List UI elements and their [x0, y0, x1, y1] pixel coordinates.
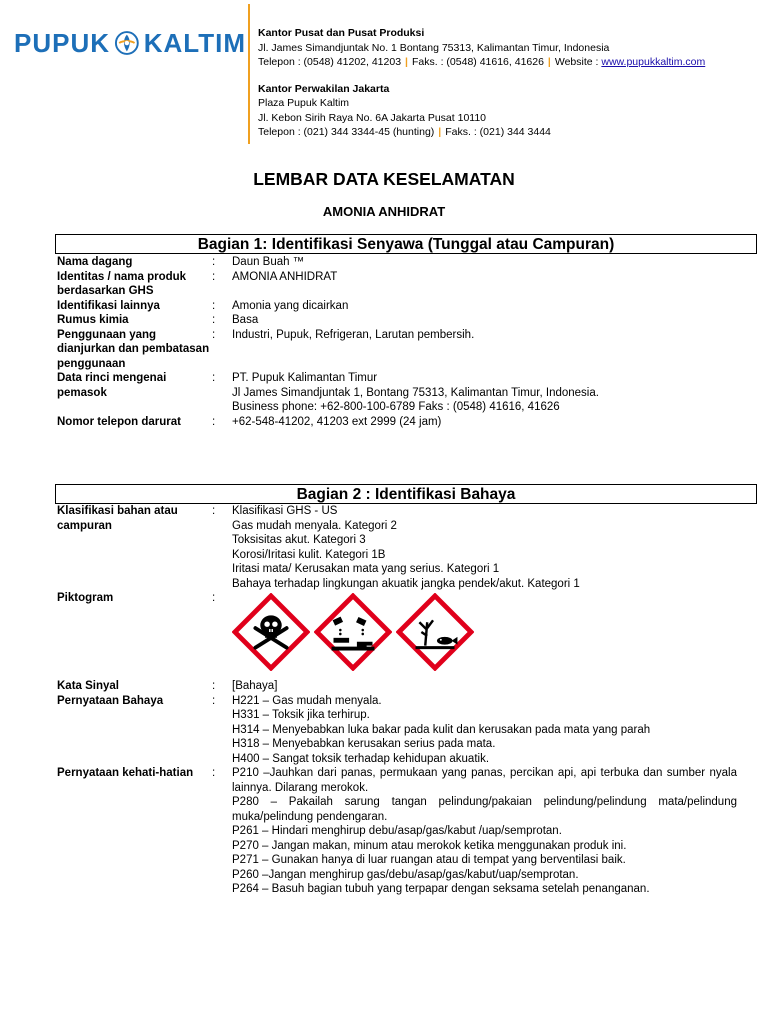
signal-label: Kata Sinyal: [57, 680, 119, 692]
classification-item: Iritasi mata/ Kerusakan mata yang serius. Kategori 1: [232, 563, 500, 575]
separator: |: [438, 126, 442, 138]
pictogram-area: [232, 591, 737, 671]
row-value-line: PT. Pupuk Kalimantan Timur: [232, 372, 378, 384]
row-label: Nama dagang: [57, 256, 133, 268]
website-label: Website :: [554, 56, 599, 68]
row-value-line: +62-548-41202, 41203 ext 2999 (24 jam): [232, 415, 442, 428]
row-label: Identitas / nama produk berdasarkan GHS: [57, 270, 187, 297]
corrosion-icon: [314, 593, 392, 671]
row-value-line: Basa: [232, 314, 259, 326]
colon: :: [212, 680, 216, 692]
separator: |: [405, 56, 408, 68]
colon: :: [212, 767, 216, 779]
section1-row: [57, 313, 737, 328]
jakarta-office-phone: Telepon : (021) 344 3344-45 (hunting): [258, 126, 435, 138]
section1-row: [57, 328, 737, 372]
separator: |: [547, 56, 551, 68]
signal-value: [Bahaya]: [232, 680, 278, 692]
hazard-statement: H400 – Sangat toksik terhadap kehidupan akuatik.: [232, 752, 490, 765]
colon: :: [212, 270, 216, 283]
row-value: [232, 371, 737, 415]
precaution-statement: P260 –Jangan menghirup gas/debu/asap/gas/kabut/uap/semprotan.: [232, 868, 579, 881]
precaution-statement: P271 – Gunakan hanya di luar ruangan atau di tempat yang berventilasi baik.: [232, 854, 626, 866]
classification-row: [57, 504, 737, 591]
hazard-statement: H318 – Menyebabkan kerusakan serius pada mata.: [232, 738, 496, 750]
colon: :: [212, 592, 216, 604]
pictogram-row: [57, 591, 737, 671]
pictogram-label: Piktogram: [57, 592, 114, 604]
precaution-list: [232, 766, 737, 897]
classification-item: Korosi/Iritasi kulit. Kategori 1B: [232, 548, 386, 561]
section1-row: [57, 299, 737, 314]
head-office-title: Kantor Pusat dan Pusat Produksi: [258, 27, 425, 39]
precaution-statement: P261 – Hindari menghirup debu/asap/gas/kabut /uap/semprotan.: [232, 825, 562, 837]
skull-crossbones-icon: [232, 593, 310, 671]
row-value: [232, 313, 737, 328]
colon: :: [212, 505, 216, 517]
row-label: Rumus kimia: [57, 314, 129, 326]
precaution-statement: P280 – Pakailah sarung tangan pelindung/pakaian pelindung/pelindung mata/pelindung muka/pelindung pendengaran.: [232, 796, 737, 823]
row-label: Data rinci mengenai pemasok: [57, 372, 167, 399]
logo-text-left: PUPUK: [14, 27, 111, 58]
colon: :: [212, 694, 216, 707]
contact-block: [258, 26, 705, 140]
row-value: [232, 270, 737, 299]
row-label: Nomor telepon darurat: [57, 415, 181, 428]
pictogram-list: [232, 593, 737, 671]
hazard-label: Pernyataan Bahaya: [57, 694, 164, 707]
row-value: [232, 328, 737, 372]
hazard-statement: H331 – Toksik jika terhirup.: [232, 709, 370, 721]
section1-rows: [57, 255, 737, 429]
header-divider: [248, 4, 250, 144]
row-value-line: Amonia yang dicairkan: [232, 299, 349, 312]
row-value-line: Industri, Pupuk, Refrigeran, Larutan pembersih.: [232, 328, 475, 341]
classification-item: Gas mudah menyala. Kategori 2: [232, 519, 397, 532]
section1-row: [57, 255, 737, 270]
section1-row: [57, 415, 737, 430]
section2-rows: [57, 504, 737, 897]
classification-item: Klasifikasi GHS - US: [232, 505, 338, 517]
jakarta-office-address: Jl. Kebon Sirih Raya No. 6A Jakarta Pusat 10110: [258, 111, 487, 124]
hazard-statement: H314 – Menyebabkan luka bakar pada kulit dan kerusakan pada mata yang parah: [232, 723, 651, 736]
hazard-row: [57, 694, 737, 767]
hazard-list: [232, 694, 737, 767]
jakarta-office-contact-line: [258, 125, 705, 140]
colon: :: [212, 415, 216, 428]
row-label: Identifikasi lainnya: [57, 299, 160, 312]
section1-heading: Bagian 1: Identifikasi Senyawa (Tunggal atau Campuran): [55, 234, 757, 254]
colon: :: [212, 372, 216, 384]
row-value: [232, 415, 737, 430]
head-office-contact-line: [258, 55, 705, 70]
jakarta-office-title: Kantor Perwakilan Jakarta: [258, 82, 390, 95]
jakarta-office-building: Plaza Pupuk Kaltim: [258, 97, 350, 109]
environment-icon: [396, 593, 474, 671]
row-value-line: AMONIA ANHIDRAT: [232, 270, 338, 283]
head-office-address: Jl. James Simandjuntak No. 1 Bontang 75313, Kalimantan Timur, Indonesia: [258, 41, 610, 54]
classification-item: Bahaya terhadap lingkungan akuatik jangka pendek/akut. Kategori 1: [232, 577, 580, 590]
jakarta-office-fax: Faks. : (021) 344 3444: [445, 126, 551, 138]
section1-row: [57, 270, 737, 299]
classification-item: Toksisitas akut. Kategori 3: [232, 534, 366, 546]
head-office-fax: Faks. : (0548) 41616, 41626: [412, 56, 544, 68]
colon: :: [212, 314, 216, 326]
section1-row: [57, 371, 737, 415]
hazard-statement: H221 – Gas mudah menyala.: [232, 694, 382, 707]
precaution-statement: P210 –Jauhkan dari panas, permukaan yang panas, percikan api, api terbuka dan sumber nyala lainnya. Dilarang merokok.: [232, 767, 737, 794]
classification-list: [232, 504, 737, 591]
document-title: LEMBAR DATA KESELAMATAN: [253, 169, 515, 189]
precaution-label: Pernyataan kehati-hatian: [57, 767, 194, 779]
signal-row: [57, 679, 737, 694]
logo-emblem-icon: [114, 24, 140, 62]
document-subtitle: AMONIA ANHIDRAT: [322, 204, 446, 219]
row-value-line: Jl James Simandjuntak 1, Bontang 75313, Kalimantan Timur, Indonesia.: [232, 386, 599, 399]
row-label: Penggunaan yang dianjurkan dan pembatasan penggunaan: [57, 328, 210, 370]
row-value-line: Daun Buah ™: [232, 256, 305, 268]
row-value-line: Business phone: +62-800-100-6789 Faks : (0548) 41616, 41626: [232, 401, 560, 413]
colon: :: [212, 256, 216, 268]
website-link[interactable]: www.pupukkaltim.com: [601, 56, 706, 68]
precaution-statement: P270 – Jangan makan, minum atau merokok ketika menggunakan produk ini.: [232, 839, 627, 852]
row-value: [232, 299, 737, 314]
section2-heading: Bagian 2 : Identifikasi Bahaya: [55, 484, 757, 504]
precaution-statement: P264 – Basuh bagian tubuh yang terpapar dengan seksama setelah penanganan.: [232, 883, 650, 895]
classification-label: Klasifikasi bahan atau campuran: [57, 505, 178, 532]
logo-text-right: KALTIM: [143, 27, 246, 58]
colon: :: [212, 299, 216, 312]
head-office-phone: Telepon : (0548) 41202, 41203: [258, 56, 402, 68]
company-logo: [14, 22, 246, 64]
precaution-row: [57, 766, 737, 897]
row-value: [232, 255, 737, 270]
colon: :: [212, 328, 216, 341]
